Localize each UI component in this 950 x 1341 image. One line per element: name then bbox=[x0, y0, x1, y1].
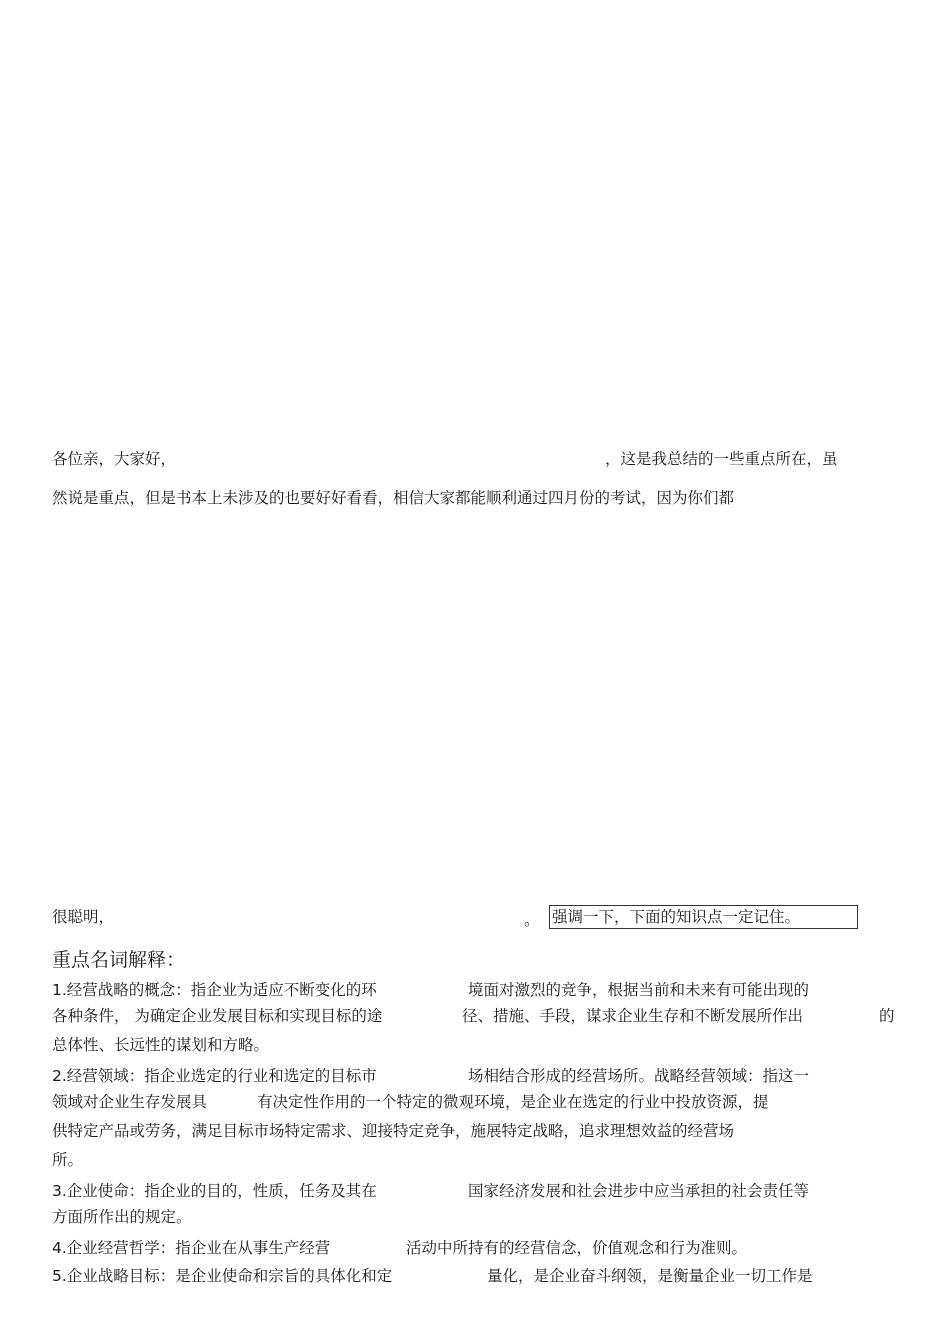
term2-line2-left: 领域对企业生存发展具 bbox=[52, 1093, 208, 1111]
term5-line1-right: 量化，是企业奋斗纲领，是衡量企业一切工作是 bbox=[487, 1267, 813, 1285]
term1-line2-right: 径、措施、手段，谋求企业生存和不断发展所作出 bbox=[462, 1007, 804, 1025]
term1-line3: 总体性、长远性的谋划和方略。 bbox=[52, 1036, 270, 1054]
term1-line2-left: 各种条件， 为确定企业发展目标和实现目标的途 bbox=[52, 1007, 383, 1025]
term5-line1-left: 5.企业战略目标：是企业使命和宗旨的具体化和定 bbox=[52, 1267, 393, 1285]
term4-line1-right: 活动中所持有的经营信念，价值观念和行为准则。 bbox=[406, 1239, 748, 1257]
intro-line2: 然说是重点，但是书本上未涉及的也要好好看看，相信大家都能顺利通过四月份的考试，因为你们都 bbox=[52, 489, 735, 507]
term3-line1-left: 3.企业使命：指企业的目的，性质，任务及其在 bbox=[52, 1182, 377, 1200]
term4-line1-left: 4.企业经营哲学：指企业在从事生产经营 bbox=[52, 1239, 331, 1257]
term1-line1-right: 境面对激烈的竞争，根据当前和未来有可能出现的 bbox=[468, 981, 810, 999]
term1-line1-left: 1.经营战略的概念：指企业为适应不断变化的环 bbox=[52, 981, 377, 999]
term2-line4: 所。 bbox=[52, 1151, 84, 1169]
intro-line1-left: 各位亲，大家好， bbox=[52, 450, 177, 468]
term2-line2-right: 有决定性作用的一个特定的微观环境，是企业在选定的行业中投放资源，提 bbox=[257, 1093, 769, 1111]
term3-line1-right: 国家经济发展和社会进步中应当承担的社会责任等 bbox=[468, 1182, 810, 1200]
intro-line3-left: 很聪明， bbox=[52, 908, 115, 926]
term2-line1-left: 2.经营领域：指企业选定的行业和选定的目标市 bbox=[52, 1067, 377, 1085]
term2-line1-right: 场相结合形成的经营场所。战略经营领域：指这一 bbox=[468, 1067, 810, 1085]
term2-line3: 供特定产品或劳务，满足目标市场特定需求、迎接特定竞争，施展特定战略，追求理想效益的经营场 bbox=[52, 1122, 735, 1140]
term1-line2-end: 的 bbox=[879, 1007, 895, 1025]
section-title: 重点名词解释： bbox=[52, 949, 186, 971]
intro-line3-mid: 。 bbox=[524, 911, 540, 929]
emphasis-box: 强调一下，下面的知识点一定记住。 bbox=[549, 905, 858, 929]
intro-line1-right: ，这是我总结的一些重点所在，虽 bbox=[605, 450, 838, 468]
term3-line2: 方面所作出的规定。 bbox=[52, 1208, 192, 1226]
